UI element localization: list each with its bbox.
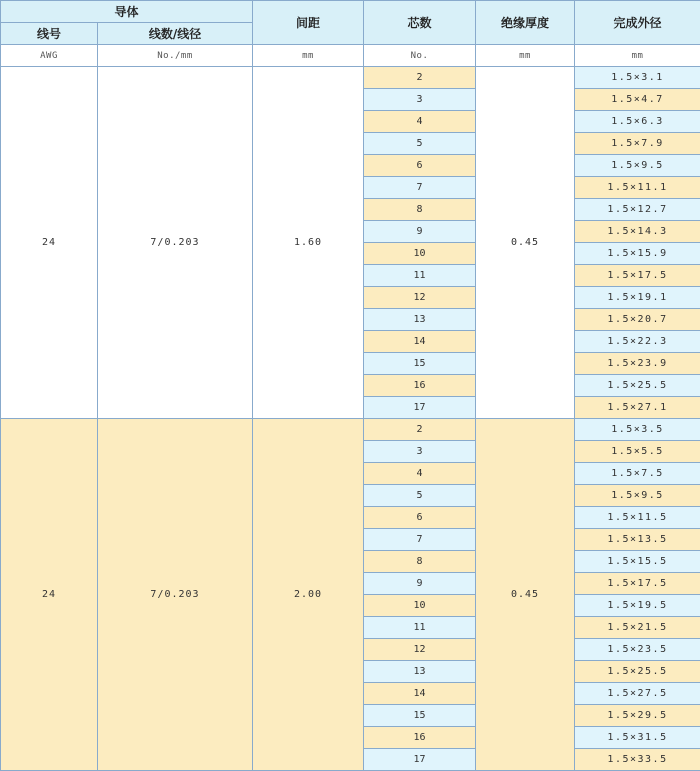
od-cell: 1.5×19.5 (575, 595, 700, 617)
cores-cell: 5 (364, 485, 476, 507)
od-cell: 1.5×15.5 (575, 551, 700, 573)
pitch-cell: 1.60 (253, 67, 364, 419)
cores-cell: 15 (364, 353, 476, 375)
insulation-header: 绝缘厚度 (476, 1, 575, 45)
cores-cell: 12 (364, 639, 476, 661)
od-cell: 1.5×4.7 (575, 89, 700, 111)
cores-cell: 4 (364, 111, 476, 133)
od-cell: 1.5×20.7 (575, 309, 700, 331)
cores-cell: 10 (364, 595, 476, 617)
strand-unit: No./mm (98, 45, 253, 67)
cores-cell: 14 (364, 683, 476, 705)
cores-header: 芯数 (364, 1, 476, 45)
od-cell: 1.5×19.1 (575, 287, 700, 309)
strand-cell: 7/0.203 (98, 419, 253, 771)
od-cell: 1.5×23.9 (575, 353, 700, 375)
cores-cell: 2 (364, 419, 476, 441)
cores-cell: 8 (364, 199, 476, 221)
spec-table-body (1, 67, 700, 771)
cores-cell: 3 (364, 89, 476, 111)
od-cell: 1.5×33.5 (575, 749, 700, 771)
od-cell: 1.5×7.9 (575, 133, 700, 155)
cores-cell: 11 (364, 265, 476, 287)
cores-cell: 17 (364, 397, 476, 419)
od-cell: 1.5×3.1 (575, 67, 700, 89)
cores-cell: 6 (364, 155, 476, 177)
od-cell: 1.5×11.5 (575, 507, 700, 529)
cores-cell: 12 (364, 287, 476, 309)
cores-cell: 9 (364, 221, 476, 243)
od-cell: 1.5×14.3 (575, 221, 700, 243)
insulation-unit: mm (476, 45, 575, 67)
insulation-cell: 0.45 (476, 67, 575, 419)
od-cell: 1.5×11.1 (575, 177, 700, 199)
cores-cell: 16 (364, 375, 476, 397)
cores-cell: 10 (364, 243, 476, 265)
od-cell: 1.5×23.5 (575, 639, 700, 661)
cores-cell: 11 (364, 617, 476, 639)
strand-header: 线数/线径 (98, 23, 253, 45)
od-cell: 1.5×3.5 (575, 419, 700, 441)
cores-cell: 2 (364, 67, 476, 89)
od-cell: 1.5×12.7 (575, 199, 700, 221)
cores-cell: 6 (364, 507, 476, 529)
awg-header: 线号 (1, 23, 98, 45)
od-cell: 1.5×27.5 (575, 683, 700, 705)
pitch-header: 间距 (253, 1, 364, 45)
cores-cell: 5 (364, 133, 476, 155)
od-cell: 1.5×17.5 (575, 573, 700, 595)
od-cell: 1.5×13.5 (575, 529, 700, 551)
od-unit: mm (575, 45, 700, 67)
conductor-header: 导体 (1, 1, 253, 23)
pitch-cell: 2.00 (253, 419, 364, 771)
od-cell: 1.5×29.5 (575, 705, 700, 727)
od-cell: 1.5×25.5 (575, 661, 700, 683)
od-cell: 1.5×27.1 (575, 397, 700, 419)
cores-cell: 7 (364, 529, 476, 551)
od-cell: 1.5×7.5 (575, 463, 700, 485)
insulation-cell: 0.45 (476, 419, 575, 771)
cores-cell: 17 (364, 749, 476, 771)
cores-cell: 4 (364, 463, 476, 485)
od-cell: 1.5×21.5 (575, 617, 700, 639)
cores-cell: 15 (364, 705, 476, 727)
cores-cell: 13 (364, 661, 476, 683)
cores-cell: 7 (364, 177, 476, 199)
table-row (1, 419, 700, 441)
od-cell: 1.5×17.5 (575, 265, 700, 287)
strand-cell: 7/0.203 (98, 67, 253, 419)
cores-cell: 8 (364, 551, 476, 573)
od-header: 完成外径 (575, 1, 700, 45)
od-cell: 1.5×9.5 (575, 155, 700, 177)
od-cell: 1.5×5.5 (575, 441, 700, 463)
od-cell: 1.5×15.9 (575, 243, 700, 265)
cores-cell: 14 (364, 331, 476, 353)
cores-cell: 16 (364, 727, 476, 749)
od-cell: 1.5×25.5 (575, 375, 700, 397)
od-cell: 1.5×6.3 (575, 111, 700, 133)
table-row (1, 67, 700, 89)
awg-cell: 24 (1, 419, 98, 771)
od-cell: 1.5×31.5 (575, 727, 700, 749)
cores-cell: 13 (364, 309, 476, 331)
cores-cell: 3 (364, 441, 476, 463)
cores-unit: No. (364, 45, 476, 67)
cores-cell: 9 (364, 573, 476, 595)
od-cell: 1.5×22.3 (575, 331, 700, 353)
od-cell: 1.5×9.5 (575, 485, 700, 507)
awg-unit: AWG (1, 45, 98, 67)
awg-cell: 24 (1, 67, 98, 419)
pitch-unit: mm (253, 45, 364, 67)
